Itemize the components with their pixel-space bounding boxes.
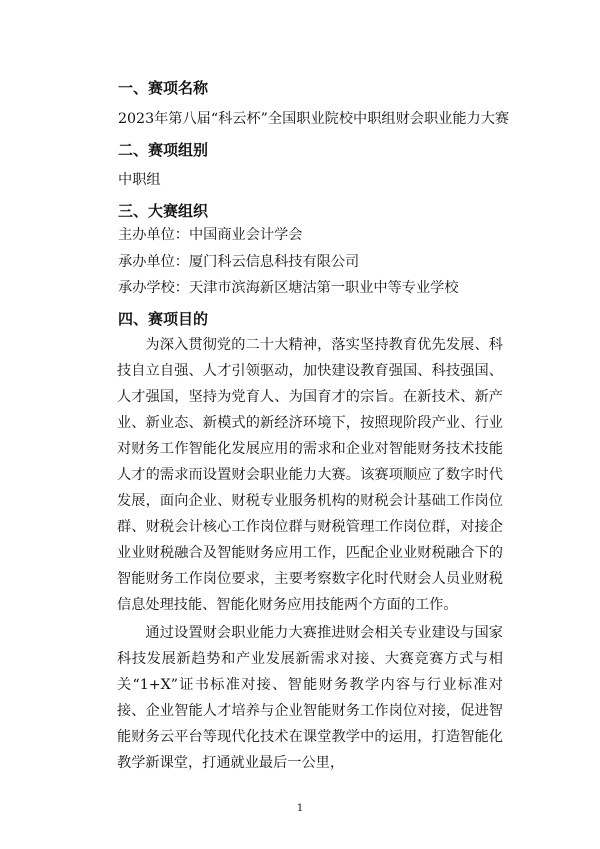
section-heading-competition-group: 二、赛项组别 [118, 141, 209, 159]
organizer-unit-text: 承办单位：厦门科云信息科技有限公司 [118, 254, 360, 270]
page-number: 1 [296, 803, 304, 814]
purpose-paragraph-1: 为深入贯彻党的二十大精神，落实坚持教育优先发展、科技自立自强、人才引领驱动，加快建设教育强国、科技强国、人才强国，坚持为党育人、为国育才的宗旨。在新技术、新产业、新业态、新模式的新经济环境下，按照现阶段产业、行业对财务工作智能化发展应用的需求和企业对智能财务技术技能人才的需求而设置财会职业能力大赛。该赛项顺应了数字时代发展，面向企业、财税专业服务机构的财税会计基础工作岗位群、财税会计核心工作岗位群与财税管理工作岗位群，对接企业业财税融合及智能财务应用工作，匹配企业业财税融合下的智能财务工作岗位要求，主要考察数字化时代财会人员业财税信息处理技能、智能化财务应用技能两个方面的工作。 [117, 337, 503, 613]
competition-name-text: 2023年第八届“科云杯”全国职业院校中职组财会职业能力大赛 [118, 111, 510, 127]
host-unit-text: 主办单位：中国商业会计学会 [118, 227, 303, 243]
section-heading-competition-purpose: 四、赛项目的 [118, 310, 209, 328]
purpose-paragraph-2: 通过设置财会职业能力大赛推进财会相关专业建设与国家科技发展新趋势和产业发展新需求对接、大赛竞赛方式与相关“1+X”证书标准对接、智能财务教学内容与行业标准对接、企业智能人才培养与企业智能财务工作岗位对接，促进智能财务云平台等现代化技术在课堂教学中的运用，打造智能化教学新课堂，打通就业最后一公里， [117, 625, 503, 771]
host-school-text: 承办学校：天津市滨海新区塘沽第一职业中等专业学校 [118, 280, 459, 296]
section-heading-competition-organization: 三、大赛组织 [118, 202, 209, 220]
competition-group-text: 中职组 [118, 172, 161, 188]
section-heading-competition-name: 一、赛项名称 [118, 79, 209, 97]
